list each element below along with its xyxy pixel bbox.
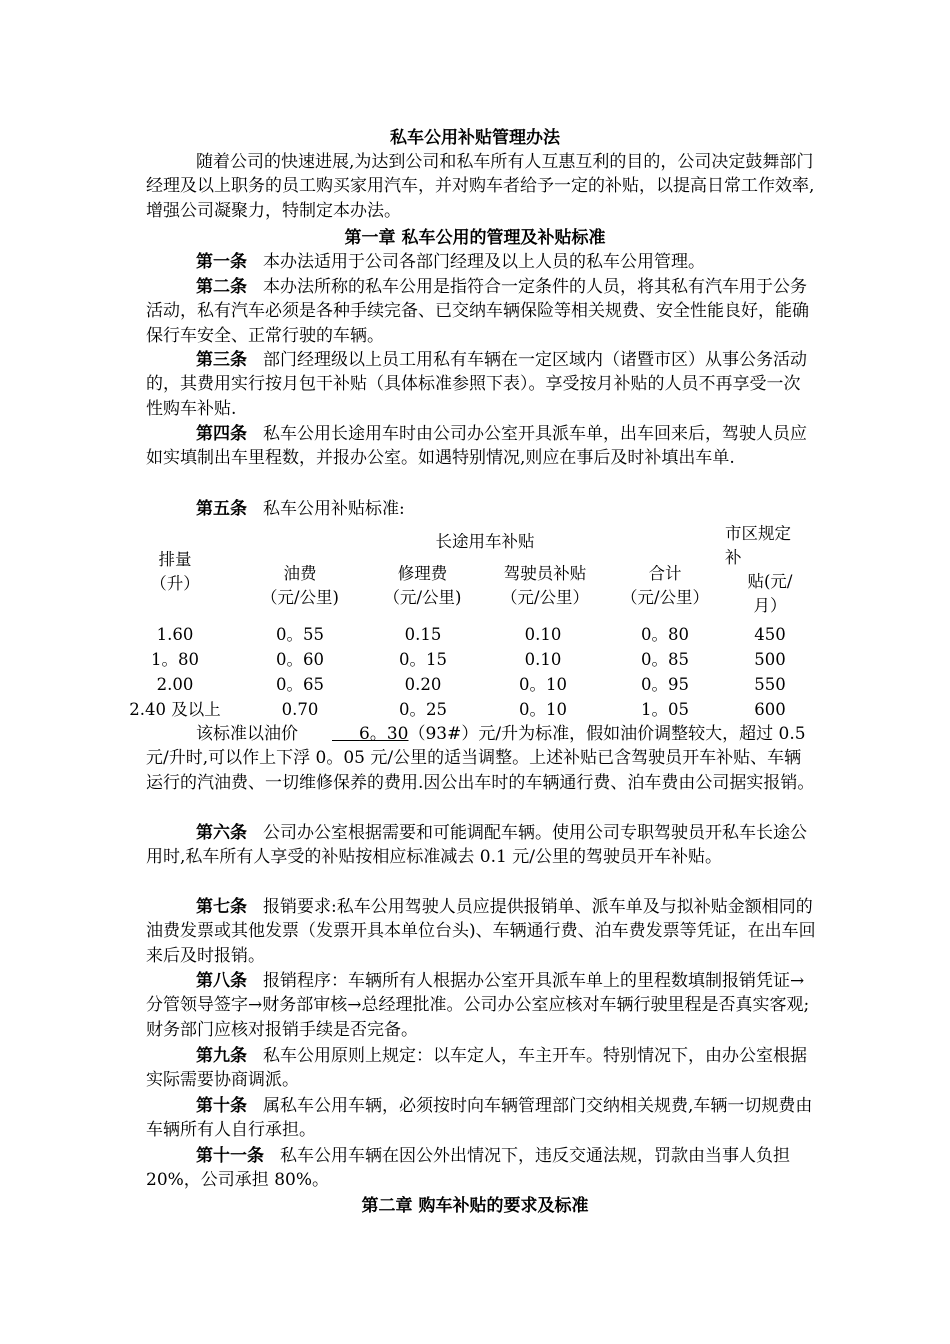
article-3	[146, 348, 816, 421]
article-11	[146, 1144, 816, 1193]
article-9	[146, 1044, 816, 1093]
article-label: 第十条	[196, 1096, 247, 1116]
header-displacement: 排量 （升）	[150, 550, 200, 593]
header-total: 合计 （元/公里）	[620, 564, 710, 607]
table-row: 1。80 0。60 0。15 0.10 0。85 500	[151, 650, 786, 669]
article-label: 第五条	[196, 499, 247, 519]
chapter-1-heading: 第一章 私车公用的管理及补贴标准	[344, 228, 606, 248]
article-text: 报销要求:私车公用驾驶人员应提供报销单、派车单及与拟补贴金额相同的油费发票或其他发票（发票开具本单位台头)、车辆通行费、泊车费发票等凭证，在出车回来后及时报销。	[146, 897, 816, 966]
header-driver: 驾驶员补贴 （元/公里）	[500, 564, 590, 607]
article-text: 私车公用原则上规定：以车定人，车主开车。特别情况下，由办公室根据实际需要协商调派。	[146, 1046, 807, 1091]
intro-paragraph: 随着公司的快速进展,为达到公司和私车所有人互惠互利的目的，公司决定鼓舞部门经理及以上职务的员工购买家用汽车，并对购车者给予一定的补贴，以提高日常工作效率,增强公司凝聚力，特制定本办法。	[146, 152, 815, 221]
article-text: 本办法所称的私车公用是指符合一定条件的人员，将其私有汽车用于公务活动，私有汽车必须是各种手续完备、已交纳车辆保险等相关规费、安全性能良好，能确保行车安全、正常行驶的车辆。	[146, 277, 809, 346]
article-label: 第一条	[196, 252, 247, 272]
header-repair: 修理费 （元/公里)	[383, 564, 462, 607]
article-text: 私车公用车辆在因公外出情况下，违反交通法规，罚款由当事人负担 20%，公司承担 80%。	[146, 1146, 790, 1191]
article-label: 第三条	[196, 350, 247, 370]
header-city: 市区规定 补 贴(元/ 月）	[725, 524, 793, 615]
article-label: 第七条	[196, 897, 247, 917]
table-row: 1.60 0。55 0.15 0.10 0。80 450	[156, 625, 786, 644]
article-2	[146, 275, 816, 348]
article-label: 第四条	[196, 424, 247, 444]
article-1	[146, 250, 816, 274]
table-row: 2.40 及以上 0.70 0。25 0。10 1。05 600	[129, 700, 786, 719]
document-title: 私车公用补贴管理办法	[390, 128, 560, 148]
article-8	[146, 969, 816, 1042]
oil-price: 6。30	[359, 724, 409, 744]
article-text: 报销程序：车辆所有人根据办公室开具派车单上的里程数填制报销凭证→分管领导签字→财务部审核→总经理批准。公司办公室应核对车辆行驶里程是否真实客观;财务部门应核对报销手续是否完备。	[146, 971, 810, 1040]
header-fuel: 油费 （元/公里)	[261, 564, 339, 607]
article-7	[146, 895, 816, 968]
article-text: 部门经理级以上员工用私有车辆在一定区域内（诸暨市区）从事公务活动的，其费用实行按月包干补贴（具体标准参照下表）。享受按月补贴的人员不再享受一次性购车补贴.	[146, 350, 807, 419]
article-text: 私车公用长途用车时由公司办公室开具派车单，出车回来后，驾驶人员应如实填制出车里程数，并报办公室。如遇特别情况,则应在事后及时补填出车单.	[146, 424, 807, 469]
header-long-distance: 长途用车补贴	[435, 532, 535, 551]
article-label: 第八条	[196, 971, 247, 991]
article-text: 属私车公用车辆，必须按时向车辆管理部门交纳相关规费,车辆一切规费由车辆所有人自行承担。	[146, 1096, 813, 1141]
article-label: 第二条	[196, 277, 247, 297]
article-text: 私车公用补贴标准:	[263, 499, 405, 519]
article-text: 公司办公室根据需要和可能调配车辆。使用公司专职驾驶员开私车长途公用时,私车所有人享受的补贴按相应标准减去 0.1 元/公里的驾驶员开车补贴。	[146, 823, 807, 868]
article-6	[146, 821, 816, 870]
oil-price-paragraph: 该标准以油价 6。30（93#）元/升为标准，假如油价调整较大，超过 0.5 元/升时,可以作上下浮 0。05 元/公里的适当调整。上述补贴已含驾驶员开车补贴、车辆运行的汽油费、一切维修保养的费用.因公出车时的车辆通行费、泊车费由公司据实报销。	[146, 724, 815, 793]
article-label: 第十一条	[196, 1146, 264, 1166]
table-row: 2.00 0。65 0.20 0。10 0。95 550	[156, 675, 786, 694]
article-label: 第九条	[196, 1046, 247, 1066]
article-5	[146, 497, 816, 521]
article-text: 本办法适用于公司各部门经理及以上人员的私车公用管理。	[263, 252, 705, 272]
article-4	[146, 422, 816, 471]
article-10	[146, 1094, 816, 1143]
chapter-2-heading: 第二章 购车补贴的要求及标准	[361, 1196, 589, 1216]
article-label: 第六条	[196, 823, 247, 843]
